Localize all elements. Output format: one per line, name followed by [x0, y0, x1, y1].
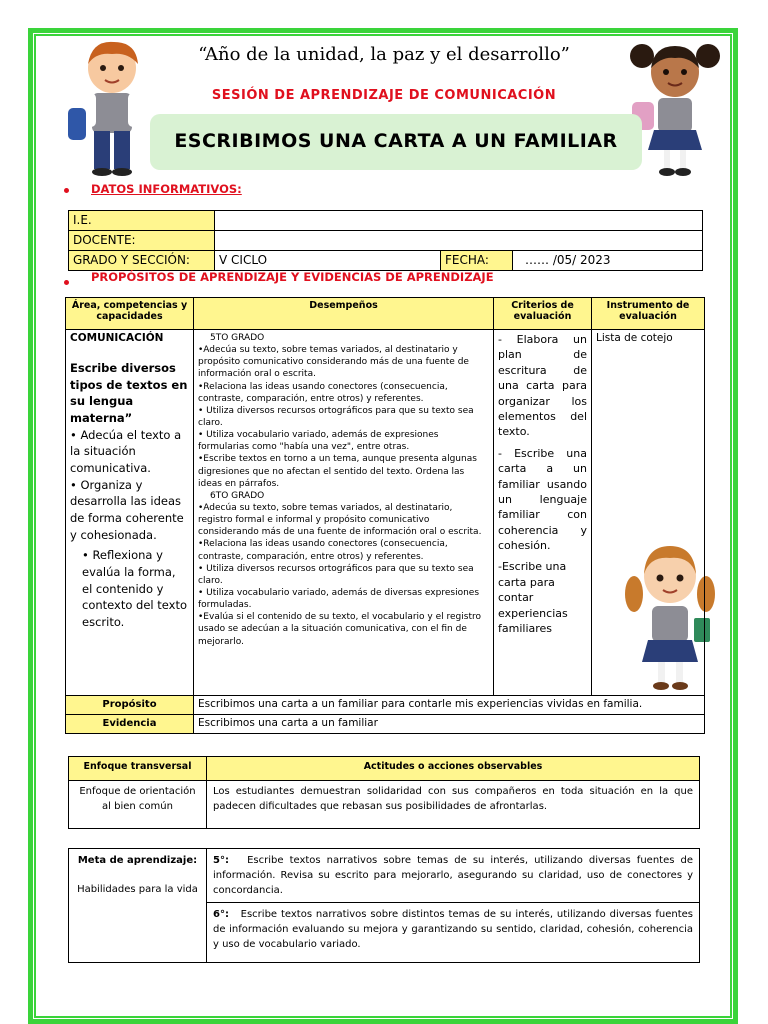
evidencia-label: Evidencia — [66, 714, 194, 733]
ie-value — [215, 211, 703, 231]
area-cell — [66, 330, 194, 696]
desempeno-6-4: • Utiliza vocabulario variado, además de diversas expresiones formuladas. — [198, 587, 480, 611]
desempeno-6-1: •Adecúa su texto, sobre temas variados, al destinatario, registro formal e informal y propósito comunicativo considerando más de una fuente de información oral o escrita. — [198, 502, 482, 538]
ie-label: I.E. — [69, 211, 215, 231]
desempeno-5-3: • Utiliza diversos recursos ortográficos para que su texto sea claro. — [198, 405, 474, 428]
criterio-3: -Escribe una carta para contar experiencias familiares — [498, 560, 568, 636]
docente-label: DOCENTE: — [69, 231, 215, 251]
enfoque-table — [68, 756, 700, 829]
bullet-icon — [64, 280, 69, 285]
desempeno-6-3: • Utiliza diversos recursos ortográficos para que su texto sea claro. — [198, 563, 474, 586]
meta-cell — [69, 849, 207, 963]
col-header-instrumento: Instrumento de evaluación — [592, 298, 705, 330]
desempenos-cell — [194, 330, 494, 696]
instrumento-value: Lista de cotejo — [596, 332, 673, 344]
meta-5: 5°: Escribe textos narrativos sobre temas de su interés, utilizando diversas fuentes de información. Revisa su escrito para mejorarlo, asegurando su claridad, uso de conectores y concordancia. — [207, 849, 700, 903]
grade-6-label: 6TO GRADO — [210, 490, 265, 501]
fecha-value: …… /05/ 2023 — [513, 251, 703, 271]
meta-table — [68, 848, 700, 963]
evidencia-value: Escribimos una carta a un familiar — [194, 714, 705, 733]
desempeno-5-1: •Adecúa su texto, sobre temas variados, al destinatario y propósito comunicativo considerando más de una fuente de información oral o escrita. — [198, 345, 469, 380]
actitudes-header: Actitudes o acciones observables — [207, 757, 700, 781]
capacidad-2: • Organiza y desarrolla las ideas de forma coherente y cohesionada. — [70, 477, 184, 542]
proposito-label: Propósito — [66, 696, 194, 715]
section-heading-propositos: PROPÓSITOS DE APRENDIZAJE Y EVIDENCIAS DE APRENDIZAJE — [91, 270, 494, 284]
year-motto: “Año de la unidad, la paz y el desarrollo” — [198, 44, 570, 65]
desempeno-5-2: •Relaciona las ideas usando conectores (consecuencia, contraste, comparación, entre otros) y referentes. — [198, 381, 448, 404]
section-heading-datos: DATOS INFORMATIVOS: — [91, 182, 242, 196]
instrumento-cell — [592, 330, 705, 696]
col-header-desempenos: Desempeños — [194, 298, 494, 330]
criterios-cell — [494, 330, 592, 696]
desempeno-6-5: •Evalúa si el contenido de su texto, el vocabulario y el registro usado se adecúan a la situación comunicativa, con el fin de mejorarlo. — [198, 612, 481, 647]
session-subtitle: SESIÓN DE APRENDIZAJE DE COMUNICACIÓN — [211, 88, 557, 103]
col-header-criterios: Criterios de evaluación — [494, 298, 592, 330]
docente-value — [215, 231, 703, 251]
desempeno-5-5: •Escribe textos en torno a un tema, aunque presenta algunas digresiones que no afectan el sentido del texto. Ordena las ideas en párrafos. — [198, 454, 477, 489]
col-header-area: Área, competencias y capacidades — [66, 298, 194, 330]
desempeno-6-2: •Relaciona las ideas usando conectores (consecuencia, contraste, comparación, entre otros) y referentes. — [198, 539, 448, 562]
grade-5-label: 5TO GRADO — [210, 333, 265, 343]
enfoque-text: Los estudiantes demuestran solidaridad con sus compañeros en toda situación en la que padecen dificultades que rebasan sus posibilidades de afrontarlas. — [207, 781, 700, 829]
grado-value: V CICLO — [215, 251, 441, 271]
enfoque-name: Enfoque de orientación al bien común — [69, 781, 207, 829]
info-table — [68, 210, 703, 271]
fecha-label: FECHA: — [441, 251, 513, 271]
meta-sub: Habilidades para la vida — [77, 884, 198, 895]
bullet-icon — [64, 188, 69, 193]
criterio-1: - Elabora un plan de escritura de una carta para organizar los elementos del texto. — [498, 333, 587, 439]
meta-6: 6°: Escribe textos narrativos sobre distintos temas de su interés, utilizando diversas fuentes de información evaluando su mejora y garantizando su sentido, claridad, cohesión, coherencia y uso de vocabulario variado. — [207, 903, 700, 963]
desempeno-5-4: • Utiliza vocabulario variado, además de expresiones formularias como "había una vez", entre otras. — [198, 430, 439, 453]
proposito-value: Escribimos una carta a un familiar para contarle mis experiencias vividas en familia. — [194, 696, 705, 715]
competencia: Escribe diversos tipos de textos en su lengua materna” — [70, 360, 188, 425]
meta-label: Meta de aprendizaje: — [77, 855, 198, 866]
area-name: COMUNICACIÓN — [70, 332, 164, 344]
page-title: ESCRIBIMOS UNA CARTA A UN FAMILIAR — [174, 130, 618, 152]
criterio-2: - Escribe una carta a un familiar usando un lenguaje familiar con coherencia y cohesión. — [498, 446, 587, 553]
capacidad-1: • Adecúa el texto a la situación comunicativa. — [70, 427, 182, 475]
propositos-table — [65, 297, 705, 734]
capacidad-3: • Reflexiona y evalúa la forma, el contenido y contexto del texto escrito. — [82, 548, 187, 629]
enfoque-header: Enfoque transversal — [69, 757, 207, 781]
grado-label: GRADO Y SECCIÓN: — [69, 251, 215, 271]
